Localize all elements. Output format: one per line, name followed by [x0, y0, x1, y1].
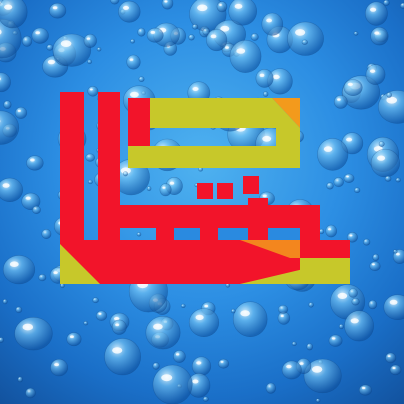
logo-red-stub-2	[200, 205, 218, 244]
logo-red-stub-4	[300, 205, 320, 244]
logo-red-second-bar	[98, 92, 120, 258]
logo-dot	[197, 183, 213, 199]
logo-red-left-bar	[60, 92, 84, 258]
logo-dot	[217, 183, 233, 199]
logo-yellow-upper	[128, 98, 300, 168]
logo-red-middle	[120, 205, 320, 228]
logo-red-stub-3	[248, 198, 268, 244]
logo-yellow-small-left	[128, 146, 150, 168]
logo-upper-block	[128, 98, 300, 168]
logo-red-upper-strip	[128, 98, 150, 150]
logo-dots	[197, 176, 259, 199]
logo-dot	[243, 176, 259, 194]
logo-blue-gap	[268, 228, 300, 240]
logo-red-stub-1	[156, 205, 174, 244]
logo-blue-gap	[174, 228, 200, 240]
logo-blue-gap	[218, 228, 248, 240]
